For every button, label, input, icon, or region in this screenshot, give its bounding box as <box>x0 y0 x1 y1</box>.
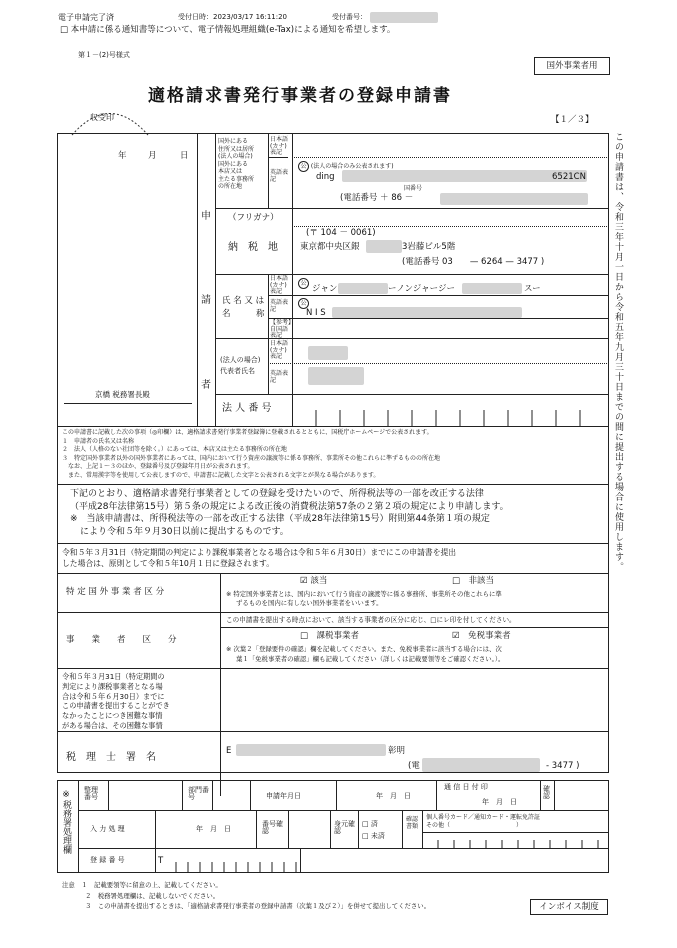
corp-number-boxes[interactable] <box>292 394 609 426</box>
difficulty-label: 令和５年３月31日（特定期間の 判定により課税事業者となる場 合は令和５年６月30日）までに この申請書を提出することができ なかったことにつき困難な事情 がある場合は、その困難な事情 <box>62 672 170 730</box>
date-month: 月 <box>148 151 157 161</box>
tax-accountant-label: 税 理 士 署 名 <box>66 752 156 763</box>
office-reg-no: 登 録 番 号 <box>90 856 125 864</box>
deadline-note: 令和５年３月31日（特定期間の判定により課税事業者となる場合は令和５年６月30日）までにこの申請書を提出 した場合は、原則として令和５年10月１日に登録されます。 <box>62 548 457 568</box>
redacted-name-kana-1 <box>338 283 388 294</box>
redacted-accountant-name <box>236 744 386 756</box>
redacted-name-kana-2 <box>462 283 522 294</box>
biz-class-label: 事 業 者 区 分 <box>66 635 177 645</box>
biz-class-exempt[interactable]: ☑ 免税事業者 <box>452 631 511 641</box>
side-note: この申請書は、令和三年十月一日から令和五年九月三十日までの間に提出する場合に使用します。 <box>613 132 623 572</box>
office-misumi[interactable]: □ 未済 <box>362 832 385 840</box>
receipt-date: 受付日時：2023/03/17 16:11:20 <box>178 13 288 21</box>
name-sub-ref: 【参考】自国語表記 <box>270 319 292 339</box>
tax-place-label: 納 税 地 <box>228 242 278 253</box>
tax-accountant-tail: 彰明 <box>388 746 406 756</box>
address-sub-en: 英語表記 <box>270 169 289 183</box>
tax-place-phone: (電話番号 03 — 6264 — 3477 ) <box>402 257 545 267</box>
rep-sub-kana: 日本語(カナ)表記 <box>270 340 289 360</box>
furigana-label: （フリガナ） <box>228 213 279 223</box>
receipt-number-label: 受付番号： <box>332 13 367 21</box>
form-title: 適格請求書発行事業者の登録申請書 <box>148 86 452 106</box>
redacted-receipt-number <box>370 12 438 23</box>
publication-notes: この申請書に記載した次の事項（◎印欄）は、適格請求書発行事業者登録簿に登載されるとともに、国税庁ホームページで公表されます。 １ 申請者の氏名又は名称 ２ 法人（人格のない社団等を除く。）にあっては、本店又は主たる事務所の所在地 ３ 特定国外事業者以外の国外事業者にあっては、国内において行う資産の譲渡等に係る事務所、事業所その他これらに準ずるものの所在地 なお、上記１～３のほか、登録番号及び登録年月日が公表されます。 また、常用漢字等を使用して公表しますので、申請書に記載した文字と公表される文字とが異なる場合があります。 <box>62 429 440 479</box>
corp-number-label: 法 人 番 号 <box>222 403 272 414</box>
footer-notes: 注意 １ 記載要領等に留意の上、記載してください。 ２ 税務署処理欄は、記載しないでください。 ３ この申請書を提出するときは、「適格請求書発行事業者の登録申請書（次葉１及び２）」を併せて提出してください。 <box>62 881 431 910</box>
etax-notice[interactable]: □ 本申請に係る通知書等について、電子情報処理組織(e-Tax)による通知を希望します。 <box>60 25 396 35</box>
redacted-address <box>342 170 587 182</box>
tax-office: 京橋 税務署長殿 <box>95 390 150 399</box>
biz-class-note-1: ※ 次葉２「登録要件の確認」欄を記載してください。また、免税事業者に該当する場合には、次 <box>226 645 502 653</box>
receipt-status: 電子申請完了済 <box>58 13 114 22</box>
foreign-class-label: 特 定 国 外 事 業 者 区 分 <box>66 587 165 597</box>
office-apply-date: 申請年月日 <box>266 792 301 800</box>
applicant-char-2: 請 <box>201 295 211 306</box>
office-sumi[interactable]: □ 済 <box>362 820 378 828</box>
address-label: 国外にある 住所又は居所 (法人の場合) 国外にある 本店又は 主たる事務所 の所在地 <box>218 138 255 190</box>
name-en-public-mark: 公 <box>298 298 309 309</box>
tax-place-postal: (〒 104 － 0061) <box>306 228 376 238</box>
office-kakunin: 確認 <box>543 785 550 800</box>
foreign-class-note-1: ※ 特定国外事業者とは、国内において行う資産の譲渡等に係る事務所、事業所その他これらに準 <box>226 590 502 598</box>
office-input: 入 力 処 理 <box>90 825 125 833</box>
foreign-business-badge: 国外事業者用 <box>534 57 610 75</box>
office-reg-boxes <box>166 848 301 877</box>
date-year: 年 <box>118 151 127 161</box>
address-sub-kana: 日本語(カナ)表記 <box>270 136 289 156</box>
rep-label-2: 代表者氏名 <box>220 367 255 375</box>
name-kana: ジャン <box>312 284 338 294</box>
office-other: その他（ ） <box>426 822 523 829</box>
main-statement: 下記のとおり、適格請求書発行事業者としての登録を受けたいので、所得税法等の一部を改正する法律 （平成28年法律第15号）第５条の規定による改正後の消費税法第57条の２第２項の規定により申請します。 ※ 当該申請書は、所得税法等の一部を改正する法律（平成28年法律第15号）附則第44条第１項の規定 により令和５年９月30日以前に提出するものです。 <box>70 489 509 537</box>
office-bangou: 番号確認 <box>262 820 283 835</box>
office-doc-boxes <box>422 832 609 852</box>
redacted-phone <box>440 193 588 205</box>
country-code-label: 国番号 <box>404 185 423 192</box>
applicant-char-3: 者 <box>201 380 211 391</box>
office-t: T <box>158 856 164 866</box>
redacted-name-en <box>332 307 522 318</box>
stamp-label: 収受印 <box>90 113 114 122</box>
address-en-text: ding <box>316 172 335 182</box>
redacted-accountant-phone <box>422 758 540 772</box>
biz-class-note-2: 葉１「免税事業者の確認」欄も記載してください（詳しくは記載要領等をご確認ください。）。 <box>236 655 505 663</box>
tax-accountant-phone-open: (電 <box>408 761 420 771</box>
address-phone: (電話番号 ＋ 86 － <box>340 193 414 203</box>
office-bumon: 部門番号 <box>188 786 209 801</box>
name-kana-public-mark: 公 <box>298 278 309 289</box>
form-number: 第１－(2)号様式 <box>78 51 130 59</box>
redacted-rep-kana <box>308 346 348 360</box>
page-indicator: 【１／３】 <box>551 115 594 125</box>
redacted-rep-en <box>308 367 364 385</box>
biz-class-taxable[interactable]: □ 課税事業者 <box>300 631 360 641</box>
office-processing-frame <box>57 780 609 873</box>
corp-only-note: 公 (法人の場合のみ公表されます) <box>298 161 394 172</box>
office-tsushin-ymd: 年 月 日 <box>482 798 517 806</box>
date-day: 日 <box>180 151 189 161</box>
rep-label-1: (法人の場合) <box>220 356 261 364</box>
name-sub-en: 英語表記 <box>270 299 289 313</box>
name-label: 氏 名 又 は <box>222 296 265 306</box>
foreign-class-note-2: ずるものを国内に有しない国外事業者をいいます。 <box>236 599 383 607</box>
name-kana-2: ーノンジャージー <box>388 284 455 294</box>
rep-sub-en: 英語表記 <box>270 370 289 384</box>
tax-accountant-phone-tail: - 3477 ) <box>546 761 580 771</box>
foreign-class-no[interactable]: □ 非該当 <box>452 576 495 586</box>
foreign-class-yes[interactable]: ☑ 該当 <box>300 576 328 586</box>
name-kana-3: スー <box>524 284 541 294</box>
office-input-ymd: 年 月 日 <box>196 825 231 833</box>
biz-class-instruction: この申請書を提出する時点において、該当する事業者の区分に応じ、□にレ印を付してください。 <box>226 616 516 624</box>
name-en: N I S <box>306 308 326 318</box>
redacted-tax-place <box>366 240 402 253</box>
name-sub-kana: 日本語(カナ)表記 <box>270 275 289 295</box>
address-en-tail: 6521CN <box>552 172 586 182</box>
name-label-2: 名 称 <box>222 309 265 319</box>
office-side-label: ※税務署処理欄 <box>61 790 71 854</box>
office-mimoto: 身元確認 <box>334 820 355 835</box>
tax-place-line1: 東京都中央区銀 <box>300 242 360 252</box>
applicant-char-1: 申 <box>201 211 211 222</box>
tax-accountant-prefix: E <box>226 746 232 756</box>
tax-place-line1b: 3岩藤ビル5階 <box>402 242 456 252</box>
office-seiri: 整理番号 <box>84 786 98 801</box>
invoice-badge: インボイス制度 <box>530 899 608 915</box>
office-tsushin: 通 信 日 付 印 <box>444 783 488 791</box>
office-kakunin-doc: 確認書類 <box>406 816 419 830</box>
office-apply-ymd: 年 月 日 <box>376 792 411 800</box>
office-card: 個人番号カード／通知カード・運転免許証 <box>426 814 541 821</box>
